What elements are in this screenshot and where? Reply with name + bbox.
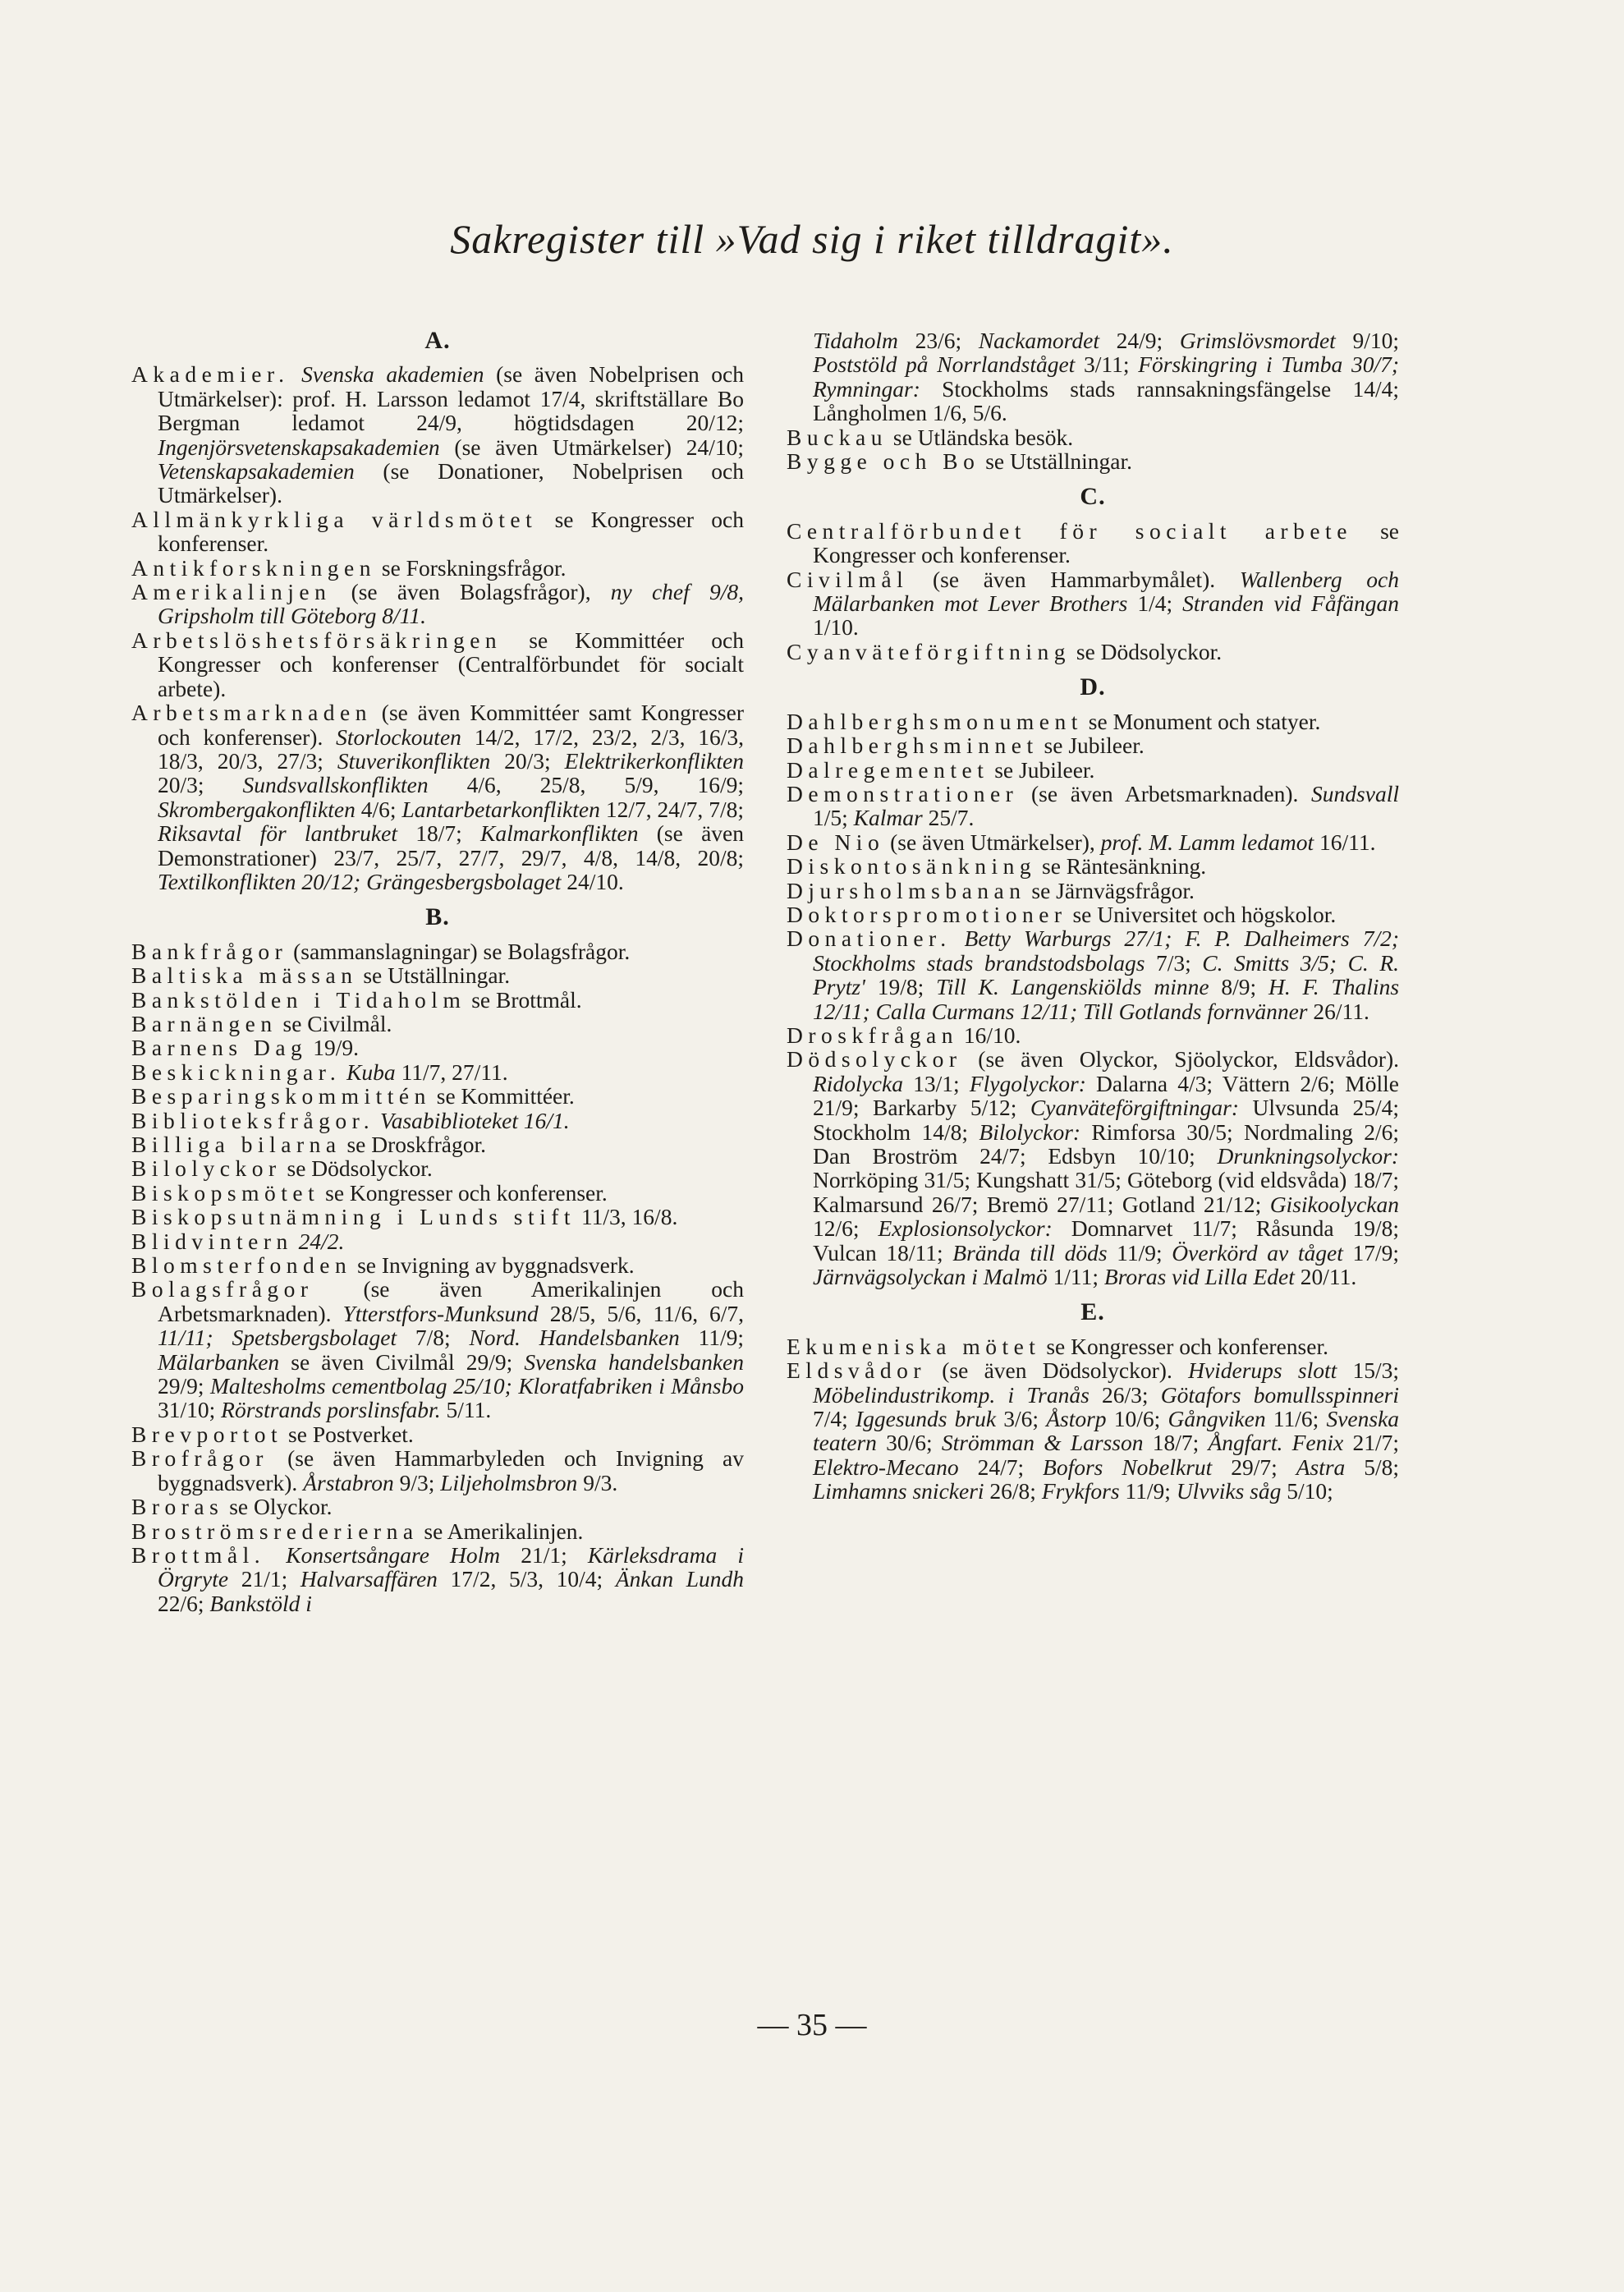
index-entry — [131, 1132, 744, 1156]
entry-heading: Bygge och Bo — [787, 448, 980, 475]
entry-heading: Buckau — [787, 424, 888, 450]
section-letter: D. — [1080, 673, 1106, 701]
entry-heading: Billiga bilarna — [131, 1132, 342, 1157]
entry-references: (se även Olyckor, Sjöolyckor, Eldsvådor). Ridolycka 13/1; Flygolyckor: Dalarna 4/3; Vättern 2/6; Mölle 21/9; Barkarby 5/12; Cyanväteförgiftningar: Ulvsunda 25/4; Stockholm 14/8; Bilolyckor: Rimforsa 30/5; Nordmaling 2/6; Dan Broström 24/7; Edsbyn 10/10; Drunkningsolyckor: Norrköping 31/5; Kungshatt 31/5; Göteborg (vid eldsvåda) 18/7; Kalmarsund 26/7; Bremö 27/11; Gotland 21/12; Gisikoolyckan 12/6; Explosionsolyckor: Domnarvet 11/7; Råsunda 19/8; Vulcan 18/11; Brända till döds 11/9; Överkörd av tåget 17/9; Järnvägsolyckan i Malmö 1/11; Broras vid Lilla Edet 20/11. — [813, 1046, 1399, 1290]
entry-heading: Donationer. — [787, 926, 952, 952]
index-entry — [131, 1205, 744, 1229]
index-entry — [131, 939, 744, 963]
index-entry — [131, 1229, 744, 1253]
page-title: Sakregister till »Vad sig i riket tilldragit». — [450, 216, 1174, 262]
entry-heading: Allmänkyrkliga världsmötet — [131, 506, 538, 532]
index-entry — [131, 508, 744, 556]
index-entry — [787, 733, 1399, 757]
entry-references: (se även Amerikalinjen och Arbetsmarknaden). Ytterstfors-Munksund 28/5, 5/6, 11/6, 6/7, 11/11; Spetsbergsbolaget 7/8; Nord. Handelsbanken 11/9; Mälarbanken se även Civilmål 29/9; Svenska handelsbanken 29/9; Maltesholms cementbolag 25/10; Kloratfabriken i Månsbo 31/10; Rörstrands porslinsfabr. 5/11. — [158, 1276, 745, 1423]
entry-heading: Arbetslöshetsförsäkringen — [131, 627, 502, 653]
entry-heading: Biskopsutnämning i Lunds stift — [131, 1204, 576, 1230]
entry-references: se Invigning av byggnadsverk. — [357, 1252, 635, 1279]
entry-heading: Djursholmsbanan — [787, 877, 1026, 903]
index-entry — [787, 782, 1399, 830]
entry-references: (se även Utmärkelser), prof. M. Lamm ledamot 16/11. — [890, 829, 1376, 855]
entry-heading: Dalregementet — [787, 756, 989, 783]
entry-heading: Barnängen — [131, 1010, 278, 1036]
index-entry — [787, 640, 1399, 664]
entry-references: se Jubileer. — [1044, 733, 1145, 759]
entry-references: 11/3, 16/8. — [580, 1204, 678, 1230]
entry-heading: Blomsterfonden — [131, 1252, 352, 1279]
index-entry — [131, 1277, 744, 1422]
index-entry — [787, 1358, 1399, 1503]
entry-references: se Olyckor. — [229, 1494, 333, 1520]
entry-references: Betty Warburgs 27/1; F. P. Dalheimers 7/2; Stockholms stads brandstodsbolags 7/3; C. Smitts 3/5; C. R. Prytz' 19/8; Till K. Langenskiölds minne 8/9; H. F. Thalins 12/11; Calla Curmans 12/11; Till Gotlands fornvänner 26/11. — [813, 926, 1400, 1024]
entry-references: se Kongresser och konferenser. — [813, 517, 1400, 568]
entry-references: se Dödsolyckor. — [287, 1155, 433, 1182]
index-entry — [787, 519, 1399, 567]
entry-references: se Räntesänkning. — [1042, 853, 1207, 880]
entry-heading: Bankstölden i Tidaholm — [131, 986, 466, 1013]
index-entry — [131, 556, 744, 580]
index-entry — [131, 1253, 744, 1277]
entry-heading: Centralförbundet för socialt arbete — [787, 517, 1352, 544]
entry-heading: Barnens Dag — [131, 1035, 308, 1061]
index-entry — [131, 1495, 744, 1518]
entry-heading: Antikforskningen — [131, 554, 377, 581]
entry-heading: Akademier. — [131, 361, 290, 388]
entry-references: se Kommittéer och Kongresser och konferenser (Centralförbundet för socialt arbete). — [158, 627, 744, 701]
entry-references: se Monument och statyer. — [1088, 708, 1321, 734]
entry-heading: Brofrågor — [131, 1445, 268, 1472]
entry-references: se Amerikalinjen. — [424, 1518, 584, 1544]
index-entry — [787, 425, 1399, 449]
index-entry — [787, 926, 1399, 1023]
page-number: — 35 — — [757, 2008, 867, 2042]
entry-heading: Bankfrågor — [131, 938, 288, 964]
index-entry — [787, 830, 1399, 854]
entry-references: (sammanslagningar) se Bolagsfrågor. — [293, 938, 631, 964]
entry-heading: Beskickningar. — [131, 1059, 342, 1085]
index-entry — [131, 1543, 744, 1615]
entry-heading: Doktorspromotioner — [787, 901, 1067, 927]
entry-heading: Biskopsmötet — [131, 1179, 320, 1206]
entry-heading: Dahlberghsminnet — [787, 733, 1039, 759]
index-entry — [787, 903, 1399, 926]
entry-references: (se även Kommittéer samt Kongresser och konferenser). Storlockouten 14/2, 17/2, 23/2, 2/3, 16/3, 18/3, 20/3, 27/3; Stuverikonflikten 20/3; Elektrikerkonflikten 20/3; Sundsvallskonflikten 4/6, 25/8, 5/9, 16/9; Skrombergakonflikten 4/6; Lantarbetarkonflikten 12/7, 24/7, 7/8; Riksavtal för lantbruket 18/7; Kalmarkonflikten (se även Demonstrationer) 23/7, 25/7, 27/7, 29/7, 4/8, 14/8, 20/8; Textilkonflikten 20/12; Grängesbergsbolaget 24/10. — [158, 700, 745, 894]
entry-heading: De Nio — [787, 829, 885, 855]
entry-heading: Broras — [131, 1494, 224, 1520]
index-entry — [131, 362, 744, 507]
index-entry — [131, 1446, 744, 1495]
index-entry — [787, 1023, 1399, 1047]
entry-references: (se även Bolagsfrågor), ny chef 9/8, Gripsholm till Göteborg 8/11. — [158, 579, 744, 629]
entry-references: se Droskfrågor. — [346, 1132, 487, 1157]
right-column — [787, 328, 1399, 1504]
index-entry — [787, 710, 1399, 733]
index-entry — [787, 567, 1399, 640]
index-entry — [131, 1109, 744, 1132]
index-entry — [787, 1334, 1399, 1358]
entry-references: se Forskningsfrågor. — [381, 554, 567, 581]
index-entry — [131, 988, 744, 1012]
entry-heading: Amerikalinjen — [131, 579, 332, 605]
entry-references: (se även Arbetsmarknaden). Sundsvall 1/5; Kalmar 25/7. — [813, 780, 1399, 831]
entry-references: Svenska akademien (se även Nobelprisen och Utmärkelser): prof. H. Larsson ledamot 17/4, skriftställare Bo Bergman ledamot 24/9, högtidsdagen 20/12; Ingenjörsvetenskapsakademien (se även Utmärkelser) 24/10; Vetenskapsakademien (se Donationer, Nobelprisen och Utmärkelser). — [158, 361, 745, 508]
entry-references: se Universitet och högskolor. — [1072, 901, 1337, 927]
index-entry — [787, 1047, 1399, 1288]
entry-references: 19/9. — [313, 1035, 359, 1061]
index-entry — [131, 1084, 744, 1108]
entry-references: Tidaholm 23/6; Nackamordet 24/9; Grimslövsmordet 9/10; Poststöld på Norrlandståget 3/11; Förskingring i Tumba 30/7; Rymningar: Stockholms stads rannsakningsfängelse 14/4; Långholmen 1/6, 5/6. — [813, 328, 1400, 426]
entry-references: se Postverket. — [288, 1421, 414, 1447]
entry-references: (se även Hammarbyleden och Invigning av byggnadsverk). Årstabron 9/3; Liljeholmsbron 9/3. — [158, 1445, 744, 1495]
entry-references: se Brottmål. — [471, 986, 582, 1013]
entry-references: 16/10. — [963, 1022, 1021, 1048]
index-entry — [131, 1519, 744, 1543]
section-letter: B. — [425, 903, 450, 931]
entry-heading: Arbetsmarknaden — [131, 700, 372, 726]
entry-references: se Kommittéer. — [436, 1083, 575, 1109]
section-letter: E. — [1080, 1298, 1105, 1326]
entry-references: se Jubileer. — [994, 756, 1095, 783]
index-entry — [131, 628, 744, 700]
entry-references: se Utställningar. — [985, 448, 1132, 475]
entry-references: se Utländska besök. — [892, 424, 1074, 450]
entry-heading: Diskontosänkning — [787, 853, 1037, 880]
entry-references: se Utställningar. — [363, 962, 511, 989]
entry-references: se Dödsolyckor. — [1076, 638, 1223, 664]
index-entry — [787, 854, 1399, 878]
index-entry — [131, 963, 744, 987]
entry-heading: Besparingskommittén — [131, 1083, 431, 1109]
entry-heading: Droskfrågan — [787, 1022, 958, 1048]
index-entry — [131, 1156, 744, 1180]
entry-references: se Järnvägsfrågor. — [1031, 877, 1195, 903]
entry-heading: Eldsvådor — [787, 1357, 927, 1384]
entry-heading: Broströmsrederierna — [131, 1518, 419, 1544]
entry-references: se Kongresser och konferenser. — [158, 506, 745, 557]
entry-references: (se även Dödsolyckor). Hviderups slott 15/3; Möbelindustrikomp. i Tranås 26/3; Götafors bomullsspinneri 7/4; Iggesunds bruk 3/6; Åstorp 10/6; Gångviken 11/6; Svenska teatern 30/6; Strömman & Larsson 18/7; Ångfart. Fenix 21/7; Elektro-Mecano 24/7; Bofors Nobelkrut 29/7; Astra 5/8; Limhamns snickeri 26/8; Frykfors 11/9; Ulvviks såg 5/10; — [813, 1357, 1400, 1504]
entry-heading: Dahlberghsmonument — [787, 708, 1083, 734]
entry-heading: Brevportot — [131, 1421, 283, 1447]
index-entry — [131, 1060, 744, 1084]
entry-heading: Blidvintern — [131, 1228, 293, 1254]
entry-heading: Cyanväteförgiftning — [787, 638, 1071, 664]
index-entry-continued — [787, 328, 1399, 425]
index-entry — [787, 449, 1399, 473]
index-entry — [787, 758, 1399, 782]
section-letter: A. — [424, 327, 451, 354]
entry-heading: Biblioteksfrågor. — [131, 1107, 375, 1133]
entry-references: (se även Hammarbymålet). Wallenberg och Mälarbanken mot Lever Brothers 1/4; Stranden vid Fåfängan 1/10. — [813, 566, 1400, 641]
index-entry — [131, 1012, 744, 1036]
entry-heading: Brottmål. — [131, 1541, 266, 1568]
entry-heading: Bilolyckor — [131, 1155, 282, 1182]
entry-heading: Bolagsfrågor — [131, 1276, 314, 1302]
entry-references: se Kongresser och konferenser. — [1046, 1333, 1328, 1359]
section-letter: C. — [1080, 483, 1106, 511]
entry-heading: Civilmål — [787, 566, 909, 592]
entry-heading: Demonstrationer — [787, 780, 1019, 806]
entry-references: se Civilmål. — [282, 1010, 392, 1036]
index-entry — [787, 879, 1399, 903]
index-entry — [131, 580, 744, 628]
entry-references: 24/2. — [298, 1228, 345, 1254]
index-entry — [131, 1422, 744, 1446]
entry-references: Vasabiblioteket 16/1. — [379, 1107, 570, 1133]
entry-heading: Baltiska mässan — [131, 962, 358, 989]
entry-references: Kuba 11/7, 27/11. — [346, 1059, 508, 1085]
entry-heading: Dödsolyckor — [787, 1046, 962, 1073]
index-entry — [131, 1181, 744, 1205]
left-column — [131, 328, 744, 1615]
entry-references: Konsertsångare Holm 21/1; Kärleksdrama i Örgryte 21/1; Halvarsaffären 17/2, 5/3, 10/4; Änkan Lundh 22/6; Bankstöld i — [158, 1541, 745, 1616]
entry-references: se Kongresser och konferenser. — [325, 1179, 608, 1206]
index-entry — [131, 1036, 744, 1059]
index-entry — [131, 700, 744, 893]
entry-heading: Ekumeniska mötet — [787, 1333, 1041, 1359]
